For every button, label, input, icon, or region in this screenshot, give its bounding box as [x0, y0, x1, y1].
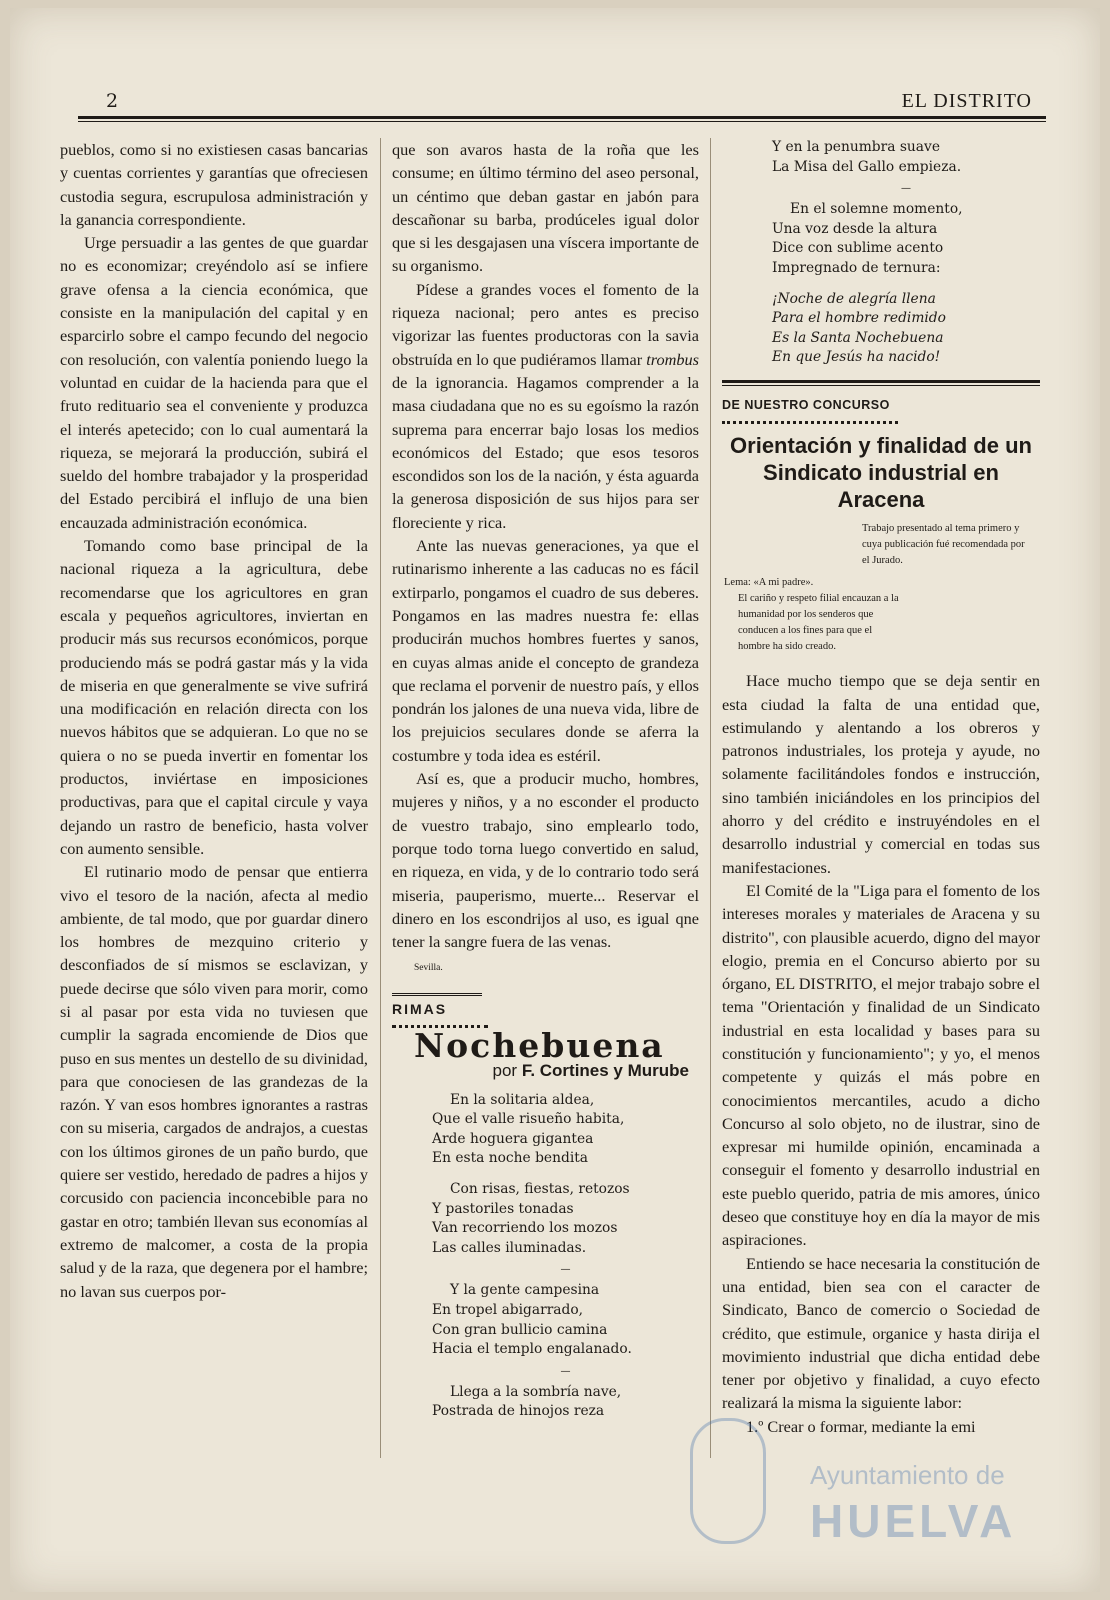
- header-rule-thin: [78, 121, 1046, 122]
- header-rule: [78, 116, 1046, 119]
- column-3: [722, 138, 1040, 1438]
- stanza: [772, 290, 1040, 368]
- verse-line: En tropel abigarrado,: [432, 1301, 584, 1318]
- verse-line: Postrada de hinojos reza: [432, 1403, 605, 1420]
- verse-line: Que el valle risueño habita,: [432, 1111, 625, 1128]
- stanza: [432, 1383, 699, 1422]
- verse-line: Dice con sublime acento: [772, 240, 944, 257]
- newspaper-title: EL DISTRITO: [901, 90, 1032, 112]
- verse-line: Las calles iluminadas.: [432, 1239, 587, 1256]
- verse-line: Con gran bullicio camina: [432, 1321, 608, 1338]
- stanza-separator: —: [901, 183, 911, 195]
- verse-line: Y en la penumbra suave: [772, 139, 940, 155]
- verse-line: Hacia el templo engalanado.: [432, 1341, 632, 1358]
- text-run: Pídese a grandes voces el fomento de la riqueza nacional; pero antes es preciso vigorizar las fuentes productoras con la savia obstruída en lo que pudiéramos llamar: [392, 279, 699, 369]
- verse-line: Con risas, fiestas, retozos: [450, 1180, 630, 1197]
- author-prefix: por: [492, 1061, 522, 1081]
- emphasis: trombus: [646, 349, 699, 369]
- paragraph: Urge persuadir a las gentes de que guardar no es economizar; creyéndolo así se infiere grave ofensa a la ciencia económica, que consiste en la manipulación del capital y en esparcirlo sobre el campo fecundo del negocio con resolución, con valentía poniendo luego la voluntad en cuidar de la hacienda para que el fruto redituario sea el conveniente y produzca el interés apetecido; con lo cual aumentará la riqueza, se mejorará la producción, subirá el sueldo del hombre trabajador y la prosperidad del Estado percibirá el influjo de una bien encauzada administración económica.: [60, 233, 368, 532]
- poem-title: Nochebuena: [414, 1025, 665, 1065]
- paragraph: 1.º Crear o formar, mediante la emi: [746, 1416, 976, 1436]
- editor-note: Trabajo presentado al tema primero y cuya publicación fué recomendada por el Jurado.: [862, 523, 1025, 567]
- column-1: [60, 138, 368, 1303]
- signature-place: Sevilla.: [414, 963, 443, 974]
- stanza: [772, 138, 1040, 177]
- page-number: 2: [106, 90, 119, 112]
- author-name: F. Cortines y Murube: [521, 1061, 689, 1081]
- verse-line: En que Jesús ha nacido!: [772, 349, 941, 366]
- verse-line: Arde hoguera gigantea: [432, 1130, 594, 1147]
- verse-line: Llega a la sombría nave,: [450, 1383, 622, 1400]
- motto: [724, 575, 899, 655]
- poem-verses: [392, 1091, 699, 1422]
- paragraph: Entiendo se hace necesaria la constitución de una entidad, bien sea con el caracter de Sindicato, Banco de comercio o Sociedad de crédito, que estimule, organice y hasta dirija el movimiento industrial que dicha entidad debe tener por objetivo y finalidad, a cuyo efecto realizará la misma la siguiente labor:: [722, 1253, 1040, 1413]
- verse-line: En esta noche bendita: [432, 1150, 588, 1167]
- paragraph: Tomando como base principal de la nacional riqueza a la agricultura, debe recomendarse que los agricultores en gran escala y pequeños agricultores, inviertan en producir más sus recursos económicos, porque produciendo más se podrá gastar más y la vida de miseria en que generalmente se vive sufrirá una modificación en relación directa con los nuevos hábitos que se adquieran. Lo que no se quiera o no se pueda invertir en fomentar los productos, inviértase en imposiciones productivas, para que el capital circule y vaya dejando un rastro de beneficio, hasta volver con aumento sensible.: [60, 536, 368, 858]
- verse-line: ¡Noche de alegría llena: [772, 290, 936, 307]
- paragraph: [392, 278, 699, 534]
- paragraph: Hace mucho tiempo que se deja sentir en esta ciudad la falta de una entidad que, estimulando y alentando a los obreros y patronos industriales, los proteja y ayude, no solamente facilitándoles fondos e instrucción, sino también iniciándoles en los principios del ahorro y del crédito e instruyéndoles en el desarrollo industrial y comercial en todas sus manifestaciones.: [722, 671, 1040, 877]
- verse-line: La Misa del Gallo empieza.: [772, 158, 962, 175]
- paragraph: Ante las nuevas generaciones, ya que el rutinarismo inherente a las caducas no es fácil extirparlo, pongamos el cuadro de sus deberes. Pongamos en las madres nuestra fe: ellas producirán muchos hombres fuertes y sanos, en cuyas almas anide el concepto de grandeza que reclama el porvenir de nuestro país, y ellos pondrán los jalones de una nueva vida, libre de los prejuicios seculares donde se aferra la costumbre y toda idea es estéril.: [392, 536, 699, 765]
- section-label: DE NUESTRO CONCURSO: [722, 397, 890, 412]
- paragraph: El rutinario modo de pensar que entierra vivo el tesoro de la nación, afecta al medio ambiente, de tal modo, que por guardar dinero los hombres de mezquino criterio y desconfiados de sí mismos se esclavizan, y puede decirse que sólo viven para morir, como si al pasar por esta vida no tuviesen que cumplir la sagrada encomiende de Dios que puso en sus mentes un destello de su divinidad, para que conociesen de las grandezas de la razón. Y van esos hombres ignorantes a rastras con su miseria, cargados de andrajos, a cuestas con los últimos girones de un paño burdo, que quiere ser vestido, heredado de padres a hijos y corcusido con paciencia inconcebible para no gastar en otro; también llevan sus economías al extremo de malcomer, a costa de la propia salud y de la raza, que degenera por el hambre; no lavan sus cuerpos por-: [60, 862, 368, 1301]
- stanza: [432, 1091, 699, 1169]
- stanza-separator: —: [560, 1264, 571, 1276]
- section-rule: [722, 380, 1040, 386]
- paragraph: Así es, que a producir mucho, hombres, mujeres y niños, y a no esconder el producto de vuestro trabajo, sino emplearlo todo, porque todo torna luego convertido en salud, en riqueza, en vida, y de lo contrario todo será miseria, pauperismo, muerte... Reservar el dinero en los escondrijos al uso, es igual qne tener la sangre fuera de las venas.: [392, 769, 699, 952]
- verse-line: Una voz desde la altura: [772, 220, 938, 237]
- section-label-rimas: RIMAS: [392, 993, 482, 1021]
- verse-line: Y la gente campesina: [450, 1282, 600, 1299]
- motto-text: El cariño y respeto filial encauzan a la humanidad por los senderos que conducen a los fines para que el hombre ha sido creado.: [738, 593, 899, 653]
- paragraph: pueblos, como si no existiesen casas bancarias y cuentas corrientes y garantías que ofreciesen custodia segura, escrupulosa administración y la ganancia correspondiente.: [60, 140, 368, 229]
- stanza-separator: —: [560, 1365, 571, 1377]
- watermark-line: Ayuntamiento de: [810, 1460, 1005, 1490]
- stanza: [772, 200, 1040, 278]
- article-title: Orientación y finalidad de un Sindicato industrial en Aracena: [730, 433, 1032, 513]
- motto-title: Lema: «A mi padre».: [724, 577, 814, 589]
- verse-line: Y pastoriles tonadas: [432, 1200, 574, 1217]
- seal-icon: [690, 1418, 766, 1544]
- archive-watermark: [690, 1408, 1020, 1558]
- verse-line: En el solemne momento,: [790, 201, 963, 218]
- column-divider: [380, 138, 381, 1458]
- dotted-rule: [722, 419, 898, 424]
- stanza: [432, 1180, 699, 1258]
- watermark-line: HUELVA: [810, 1495, 1017, 1547]
- paragraph: que son avaros hasta de la roña que les consume; en último término del aseo personal, un céntimo que deban gastar en jabón para descañonar su barba, prodúceles igual dolor que si les desgajasen una víscera importante de su organismo.: [392, 140, 699, 276]
- poem-verses-continued: [722, 138, 1040, 279]
- paragraph: El Comité de la "Liga para el fomento de los intereses morales y materiales de Aracena y su distrito", con plausible acuerdo, digno del mayor elogio, premia en el Concurso abierto por su órgano, EL DISTRITO, el mejor trabajo sobre el tema "Orientación y finalidad de un Sindicato industrial en esta localidad y bases para su constitución y funcionamiento"; y yo, el menos competente y quizás el más pobre en conocimientos mercantiles, acudo a dicho Concurso al solo objeto, no de ilustrar, sino de expresar mi humilde opinión, encaminada a conseguir el fomento y desarrollo industrial en este pueblo querido, patria de mis amores, único deseo que constituye hoy en día la mayor de mis aspiraciones.: [722, 880, 1040, 1250]
- column-divider: [710, 138, 711, 1458]
- verse-line: Van recorriendo los mozos: [432, 1220, 618, 1237]
- stanza: [432, 1281, 699, 1359]
- poem-refrain: [722, 290, 1040, 368]
- text-run: de la ignorancia. Hagamos comprender a la masa ciudadana que no es su egoísmo la razón suprema para encerrar bajo losas los medios económicos del Estado; que esos tesoros escondidos son los de la nación, y ésta aguarda la generosa disposición de sus hijos para ser floreciente y rica.: [392, 372, 699, 532]
- verse-line: Impregnado de ternura:: [772, 259, 941, 276]
- column-2: [392, 138, 699, 1433]
- verse-line: Para el hombre redimido: [772, 310, 946, 327]
- verse-line: En la solitaria aldea,: [450, 1091, 595, 1108]
- verse-line: Es la Santa Nochebuena: [772, 329, 944, 346]
